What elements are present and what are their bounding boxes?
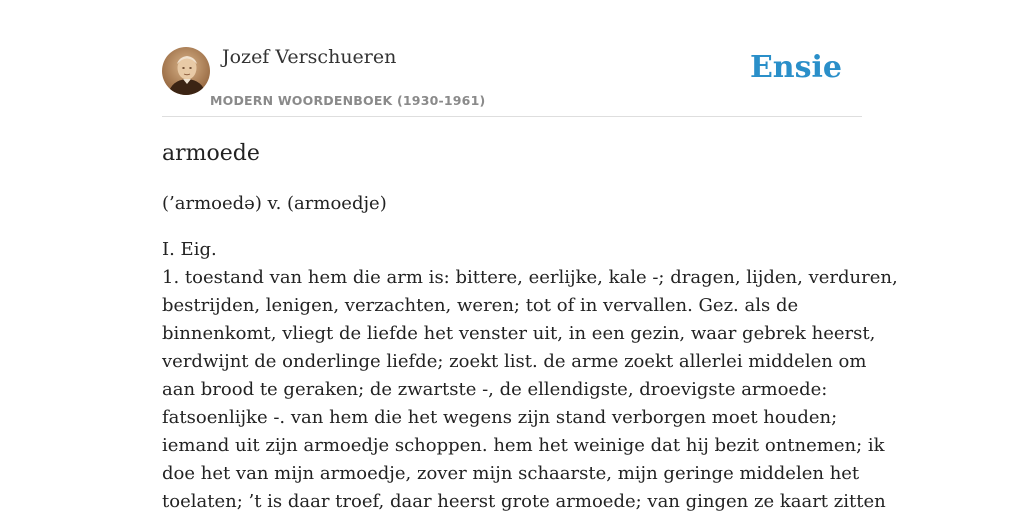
definition-line: iemand uit zijn armoedje schoppen. hem het weinige dat hij bezit ontnemen; ik	[162, 435, 885, 456]
definition-line: bestrijden, lenigen, verzachten, weren; tot of in vervallen. Gez. als de	[162, 295, 799, 316]
definition-text	[162, 236, 898, 512]
definition-line: toelaten; ’t is daar troef, daar heerst grote armoede; van gingen ze kaart zitten	[162, 491, 886, 512]
headword-title: armoede	[162, 141, 260, 166]
author-portrait-image	[162, 47, 210, 95]
entry-header	[162, 44, 862, 117]
definition-line: I. Eig.	[162, 239, 217, 260]
definition-line: binnenkomt, vliegt de liefde het venster uit, in een gezin, waar gebrek heerst,	[162, 323, 876, 344]
definition-line: fatsoenlijke -. van hem die het wegens zijn stand verborgen moet houden;	[162, 407, 838, 428]
pronunciation-line: (’armoedə) v. (armoedje)	[162, 193, 387, 214]
definition-line: doe het van mijn armoedje, zover mijn schaarste, mijn geringe middelen het	[162, 463, 860, 484]
definition-line: aan brood te geraken; de zwartste -, de ellendigste, droevigste armoede:	[162, 379, 828, 400]
author-name[interactable]: Jozef Verschueren	[222, 46, 397, 68]
ensie-logo[interactable]: Ensie	[749, 50, 842, 85]
source-label[interactable]: MODERN WOORDENBOEK (1930-1961)	[210, 93, 486, 108]
author-avatar[interactable]	[162, 47, 210, 95]
definition-line: verdwijnt de onderlinge liefde; zoekt list. de arme zoekt allerlei middelen om	[162, 351, 867, 372]
definition-line: 1. toestand van hem die arm is: bittere, eerlijke, kale -; dragen, lijden, verduren,	[162, 267, 898, 288]
entry-content	[162, 138, 898, 512]
